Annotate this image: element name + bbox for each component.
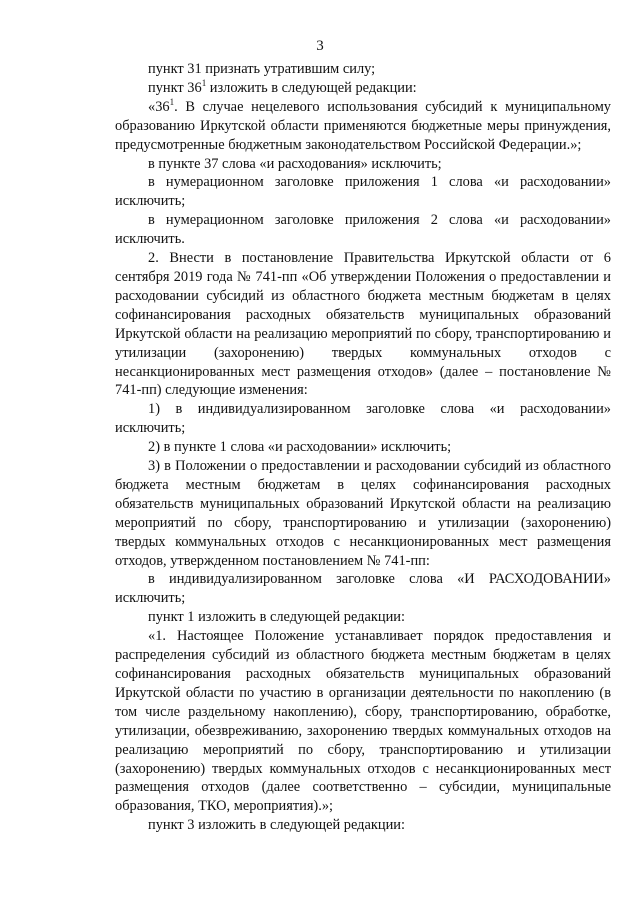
paragraph-item-3-intro: пункт 3 изложить в следующей редакции: (148, 817, 405, 834)
paragraph-section-2: 2. Внести в постановление Правительства Иркутской области от 6 сентября 2019 года № 741-пп «Об утверждении Положения о предоставлении и расходовании субсидий из областного бюджета местным бюджетам в целях софинансирования расходных обязательств муниципальных образований Иркутской области на реализацию мероприятий по сбору, транспортированию и утилизации (захоронению) твердых коммунальных отходов с несанкционированных мест размещения отходов» (далее – постановление № 741-пп) следующие изменения: (115, 250, 611, 399)
paragraph-item-36-1-text (115, 98, 611, 155)
paragraph-change-3: 3) в Положении о предоставлении и расходовании субсидий из областного бюджета местным бюджетам в целях софинансирования расходных обязательств муниципальных образований Иркутской области на реализацию мероприятий по сбору, транспортированию и утилизации (захоронению) твердых коммунальных отходов с несанкционированных мест размещения отходов, утвержденном постановлением № 741-пп: (115, 458, 611, 569)
document-body (115, 60, 611, 835)
page-number: 3 (316, 38, 324, 54)
paragraph-item-1-intro: пункт 1 изложить в следующей редакции: (148, 609, 405, 626)
paragraph-item-37: в пункте 37 слова «и расходования» исключить; (148, 155, 442, 172)
paragraph-appendix-1: в нумерационном заголовке приложения 1 слова «и расходовании» исключить; (115, 174, 611, 210)
text-run: «36 (148, 98, 170, 115)
paragraph-item-36-1-intro (115, 79, 611, 98)
superscript: 1 (169, 96, 175, 107)
text-run: пункт 36 (148, 79, 202, 96)
paragraph-change-1: 1) в индивидуализированном заголовке слова «и расходовании» исключить; (115, 401, 611, 437)
paragraph-heading-change: в индивидуализированном заголовке слова «И РАСХОДОВАНИИ» исключить; (115, 571, 611, 607)
text-run: . В случае нецелевого использования субсидий к муниципальному образованию Иркутской области применяются бюджетные меры принуждения, предусмотренные бюджетным законодательством Российской Федерации.»; (115, 98, 611, 153)
paragraph-item-31: пункт 31 признать утратившим силу; (148, 61, 376, 77)
paragraph-item-1-text: «1. Настоящее Положение устанавливает порядок предоставления и распределения субсидий из областного бюджета местным бюджетам в целях софинансирования расходных обязательств муниципальных образований Иркутской области по участию в организации деятельности по накоплению (в том числе раздельному накоплению), сбору, транспортированию, обработке, утилизации, обезвреживанию, захоронению твердых коммунальных отходов на реализацию мероприятий по сбору, транспортированию и утилизации (захоронению) твердых коммунальных отходов с несанкционированных мест размещения отходов (далее соответственно – субсидии, муниципальные образования, ТКО, мероприятия).»; (115, 628, 611, 815)
paragraph-appendix-2: в нумерационном заголовке приложения 2 слова «и расходовании» исключить. (115, 212, 611, 248)
superscript: 1 (201, 77, 207, 88)
paragraph-change-2: 2) в пункте 1 слова «и расходовании» исключить; (148, 439, 452, 456)
text-run: изложить в следующей редакции: (206, 79, 417, 96)
